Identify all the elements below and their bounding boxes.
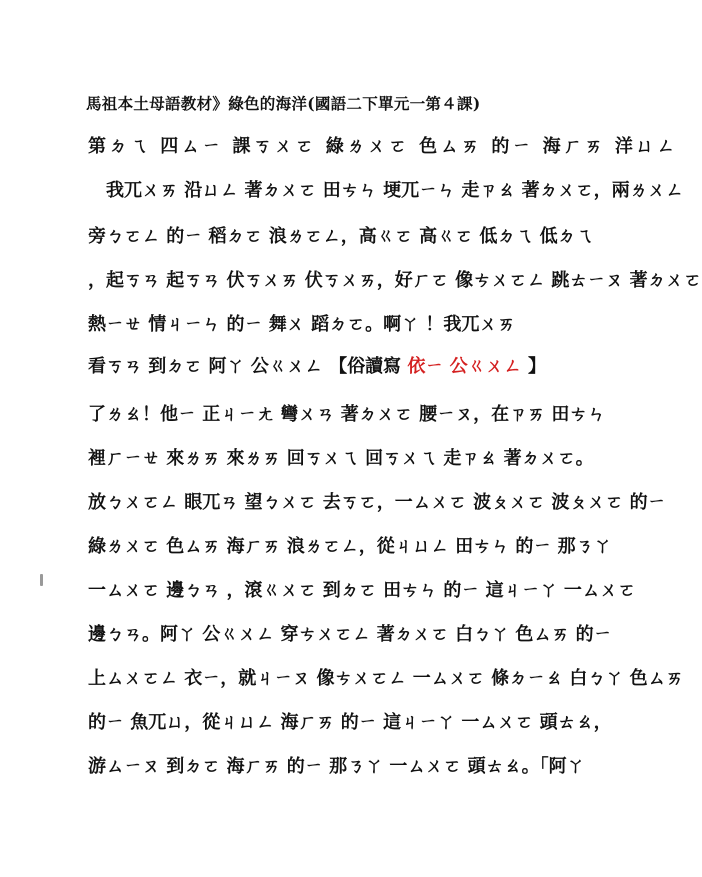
text-line-1: 我ㄫㄨㄞ 沿ㄩㄥ 著ㄉㄨㄛ 田ㄘㄣ 埂ㄫㄧㄣ 走ㄗㄠ 著ㄉㄨㄛ，兩ㄌㄨㄥ <box>88 180 684 201</box>
text-line-14: 游ㄙㄧㄡ 到ㄉㄛ 海ㄏㄞ 的ㄧ 那ㄋㄚ 一ㄙㄨㄛ 頭ㄊㄠ。「阿ㄚ <box>88 756 585 777</box>
text-line-11: 邊ㄅㄢ。阿ㄚ 公ㄍㄨㄥ 穿ㄘㄨㄛㄥ 著ㄉㄨㄛ 白ㄅㄚ 色ㄙㄞ 的ㄧ <box>88 624 612 645</box>
text-line-9: 綠ㄌㄨㄛ 色ㄙㄞ 海ㄏㄞ 浪ㄌㄛㄥ，從ㄐㄩㄥ 田ㄘㄣ 的ㄧ 那ㄋㄚ <box>88 536 612 557</box>
text-line-10: 一ㄙㄨㄛ 邊ㄅㄢ ，滾ㄍㄨㄛ 到ㄉㄛ 田ㄘㄣ 的ㄧ 這ㄐㄧㄚ 一ㄙㄨㄛ <box>88 580 636 601</box>
text-line-4: 熱ㄧㄝ 情ㄐㄧㄣ 的ㄧ 舞ㄨ 蹈ㄉㄛ。啊ㄚ ！我ㄫㄨㄞ <box>88 314 516 335</box>
text-line-2: 旁ㄅㄛㄥ 的ㄧ 稻ㄉㄛ 浪ㄌㄛㄥ，高ㄍㄛ 高ㄍㄛ 低ㄉㄟ 低ㄉㄟ <box>88 226 594 247</box>
document-header: 馬祖本土母語教材》綠色的海洋(國語二下單元一第４課) <box>86 94 481 113</box>
lesson-title: 第ㄉㄟ 四ㄙㄧ 課ㄎㄨㄛ 綠ㄌㄨㄛ 色ㄙㄞ 的ㄧ 海ㄏㄞ 洋ㄩㄥ <box>88 136 678 157</box>
text-line-6: 了ㄌㄠ！他ㄧ 正ㄐㄧㄤ 彎ㄨㄢ 著ㄉㄨㄛ 腰ㄧㄡ，在ㄗㄞ 田ㄘㄣ <box>88 404 606 425</box>
colloquial-note-open: 【俗讀寫 <box>329 356 402 377</box>
colloquial-note-red: 依ㄧ 公ㄍㄨㄥ <box>407 356 522 377</box>
text-line-5-wrap <box>88 352 548 388</box>
text-line-7: 裡ㄏㄧㄝ 來ㄌㄞ 來ㄌㄞ 回ㄎㄨㄟ 回ㄎㄨㄟ 走ㄗㄠ 著ㄉㄨㄛ。 <box>88 448 594 469</box>
text-line-12: 上ㄙㄨㄛㄥ 衣ㄧ，就ㄐㄧㄡ 像ㄘㄨㄛㄥ 一ㄙㄨㄛ 條ㄉㄧㄠ 白ㄅㄚ 色ㄙㄞ <box>88 668 684 689</box>
text-line-5: 看ㄎㄢ 到ㄉㄛ 阿ㄚ 公ㄍㄨㄥ <box>88 356 323 377</box>
colloquial-note-close: 】 <box>527 356 546 377</box>
text-line-3: ，起ㄎㄢ 起ㄎㄢ 伏ㄎㄨㄞ 伏ㄎㄨㄞ，好ㄏㄛ 像ㄘㄨㄛㄥ 跳ㄊㄧㄡ 著ㄉㄨㄛ <box>88 270 702 291</box>
text-line-13: 的ㄧ 魚ㄫㄩ，從ㄐㄩㄥ 海ㄏㄞ 的ㄧ 這ㄐㄧㄚ 一ㄙㄨㄛ 頭ㄊㄠ， <box>88 712 612 733</box>
text-line-8: 放ㄅㄨㄛㄥ 眼ㄫㄢ 望ㄅㄨㄛ 去ㄎㄛ，一ㄙㄨㄛ 波ㄆㄨㄛ 波ㄆㄨㄛ 的ㄧ <box>88 492 666 513</box>
scan-speck <box>40 574 43 586</box>
